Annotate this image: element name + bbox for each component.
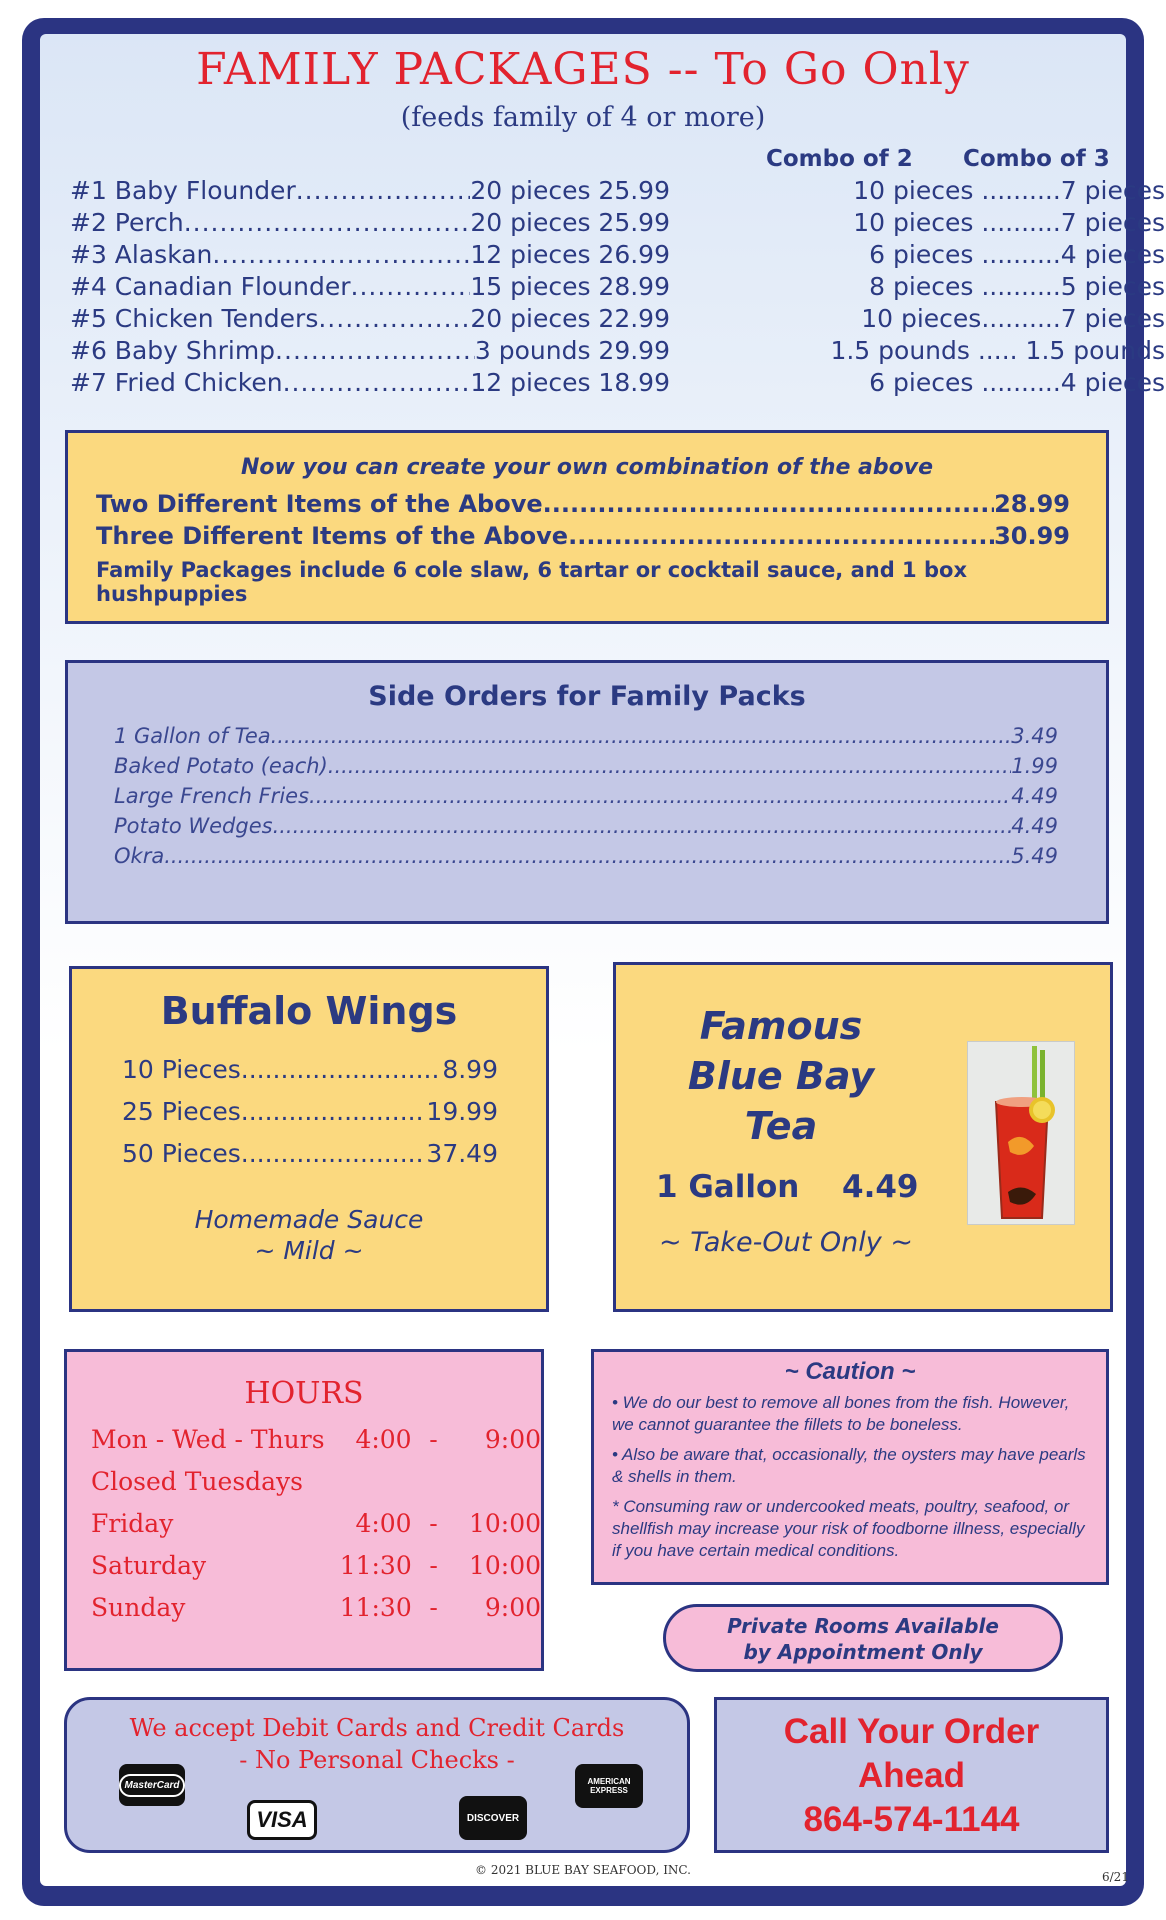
tea-title-line1: Famous — [699, 1004, 863, 1048]
wings-item — [122, 1097, 498, 1139]
visa-label: VISA — [256, 1807, 308, 1832]
combination-includes: Family Packages include 6 cole slaw, 6 tartar or cocktail sauce, and 1 box hushpuppies — [96, 558, 967, 606]
side-order-price: 4.49 — [1011, 784, 1058, 808]
print-date: 6/21 — [1102, 1870, 1129, 1884]
hours-close: 9:00 — [484, 1593, 541, 1622]
caution-oysters: • Also be aware that, occasionally, the oysters may have pearls & shells in them. — [612, 1445, 1086, 1486]
wings-item-price: 8.99 — [442, 1055, 498, 1084]
hours-list — [91, 1425, 541, 1635]
hours-close: 10:00 — [468, 1509, 542, 1538]
hours-title: HOURS — [244, 1376, 364, 1411]
hours-sep: - — [429, 1509, 438, 1538]
wings-item — [122, 1055, 498, 1097]
package-price: 15 pieces 28.99 — [470, 272, 670, 301]
package-combos: 6 pieces ..........4 pieces — [869, 368, 1165, 397]
wings-sauce-line1: Homemade Sauce — [194, 1205, 424, 1234]
package-price: 12 pieces 18.99 — [470, 368, 670, 397]
package-name: #1 Baby Flounder — [70, 176, 296, 205]
wings-item-price: 19.99 — [426, 1097, 498, 1126]
american-express-logo — [575, 1764, 643, 1808]
private-rooms-badge — [663, 1604, 1063, 1672]
package-combos: 10 pieces ..........7 pieces — [853, 176, 1165, 205]
side-orders-box — [65, 660, 1109, 924]
wings-item-name: 10 Pieces — [122, 1055, 241, 1084]
amex-label: AMERICAN EXPRESS — [587, 1777, 631, 1795]
side-order-item — [114, 754, 1058, 784]
package-name: #4 Canadian Flounder — [70, 272, 351, 301]
side-order-item — [114, 784, 1058, 814]
side-order-name: Okra — [114, 844, 165, 868]
combination-box — [65, 430, 1109, 624]
payment-box — [64, 1697, 690, 1853]
package-combos: 10 pieces ..........7 pieces — [853, 208, 1165, 237]
buffalo-wings-title: Buffalo Wings — [160, 989, 458, 1033]
hours-day: Closed Tuesdays — [91, 1467, 304, 1496]
mastercard-label: MasterCard — [119, 1774, 184, 1797]
side-orders-list — [114, 724, 1058, 874]
combination-three-label: Three Different Items of the Above — [96, 522, 569, 550]
package-row-4 — [70, 272, 1165, 304]
private-rooms-line1: Private Rooms Available — [727, 1614, 999, 1638]
side-order-name: 1 Gallon of Tea — [114, 724, 271, 748]
wings-item-price: 37.49 — [426, 1139, 498, 1168]
hours-sep: - — [429, 1425, 438, 1454]
hours-row — [91, 1551, 541, 1593]
side-orders-title: Side Orders for Family Packs — [368, 681, 806, 712]
discover-label: DISCOVER — [466, 1812, 520, 1824]
combination-three-price: 30.99 — [994, 522, 1070, 550]
side-order-price: 3.49 — [1011, 724, 1058, 748]
caution-bones: • We do our best to remove all bones from the fish. However, we cannot guarantee the fillets to be boneless. — [612, 1393, 1070, 1434]
payment-no-checks-text: - No Personal Checks - — [239, 1746, 515, 1774]
tea-title-line2: Blue Bay — [687, 1054, 875, 1098]
hours-sep: - — [429, 1593, 438, 1622]
package-row-7 — [70, 368, 1165, 400]
package-row-1 — [70, 176, 1165, 208]
tea-size: 1 Gallon — [656, 1169, 800, 1205]
package-name: #6 Baby Shrimp — [70, 336, 276, 365]
hours-open: 4:00 — [355, 1509, 412, 1538]
blue-bay-tea-box — [613, 962, 1113, 1312]
caution-title: ~ Caution ~ — [784, 1358, 916, 1385]
buffalo-wings-box — [69, 966, 549, 1312]
hours-close: 9:00 — [484, 1425, 542, 1454]
hours-row — [91, 1425, 541, 1467]
package-price: 12 pieces 26.99 — [470, 240, 670, 269]
package-combos: 8 pieces ..........5 pieces — [869, 272, 1165, 301]
side-order-price: 5.49 — [1011, 844, 1058, 868]
visa-logo — [247, 1800, 317, 1840]
iced-tea-glass-image — [967, 1041, 1075, 1225]
side-order-item — [114, 724, 1058, 754]
package-row-2 — [70, 208, 1165, 240]
hours-row — [91, 1509, 541, 1551]
side-order-item — [114, 814, 1058, 844]
side-order-price: 4.49 — [1011, 814, 1058, 838]
buffalo-wings-list — [122, 1055, 498, 1181]
combo-of-3-header: Combo of 3 — [963, 146, 1110, 172]
caution-raw-food: * Consuming raw or undercooked meats, poultry, seafood, or shellfish may increase your risk of foodborne illness, especially if you have certain medical conditions. — [612, 1497, 1085, 1560]
combination-lead: Now you can create your own combination of the above — [240, 455, 934, 480]
package-price: 20 pieces 22.99 — [470, 304, 670, 333]
wings-item-name: 25 Pieces — [122, 1097, 241, 1126]
private-rooms-line2: by Appointment Only — [743, 1640, 983, 1664]
package-list — [70, 176, 1165, 400]
hours-close: 10:00 — [468, 1551, 541, 1580]
side-order-name: Potato Wedges — [114, 814, 273, 838]
combination-two-row — [96, 490, 1070, 518]
hours-day: Mon - Wed - Thurs — [91, 1425, 325, 1454]
package-price: 20 pieces 25.99 — [470, 208, 670, 237]
wings-item-name: 50 Pieces — [122, 1139, 241, 1168]
hours-open: 4:00 — [355, 1425, 412, 1454]
tea-price: 4.49 — [842, 1169, 919, 1205]
combination-two-label: Two Different Items of the Above — [96, 490, 543, 518]
call-ahead-line2: Ahead — [858, 1756, 965, 1795]
package-name: #2 Perch — [70, 208, 184, 237]
package-price: 3 pounds 29.99 — [474, 336, 670, 365]
combo-of-2-header: Combo of 2 — [766, 146, 913, 172]
side-order-item — [114, 844, 1058, 874]
payment-accepted-text: We accept Debit Cards and Credit Cards — [129, 1714, 625, 1742]
tea-takeout-note: ~ Take-Out Only ~ — [659, 1227, 913, 1258]
package-row-3 — [70, 240, 1165, 272]
hours-open: 11:30 — [339, 1551, 412, 1580]
package-combos: 1.5 pounds ..... 1.5 pounds — [830, 336, 1165, 365]
package-name: #5 Chicken Tenders — [70, 304, 319, 333]
tea-title-line3: Tea — [744, 1104, 818, 1148]
caution-box — [591, 1349, 1109, 1585]
package-combos: 6 pieces ..........4 pieces — [869, 240, 1165, 269]
hours-row — [91, 1467, 541, 1509]
package-name: #3 Alaskan — [70, 240, 213, 269]
hours-box — [64, 1349, 544, 1671]
iced-tea-glass-icon — [968, 1042, 1076, 1226]
hours-open: 11:30 — [339, 1593, 412, 1622]
hours-day: Saturday — [91, 1551, 207, 1580]
wings-item — [122, 1139, 498, 1181]
side-order-name: Large French Fries — [114, 784, 310, 808]
combination-two-price: 28.99 — [994, 490, 1070, 518]
package-row-5 — [70, 304, 1165, 336]
hours-sep: - — [429, 1551, 438, 1580]
discover-logo — [459, 1796, 527, 1840]
combination-three-row — [96, 522, 1070, 550]
side-order-name: Baked Potato (each) — [114, 754, 328, 778]
hours-day: Friday — [91, 1509, 174, 1538]
page-title: FAMILY PACKAGES -- To Go Only — [196, 44, 970, 95]
hours-row — [91, 1593, 541, 1635]
copyright: © 2021 BLUE BAY SEAFOOD, INC. — [475, 1863, 691, 1877]
package-row-6 — [70, 336, 1165, 368]
package-price: 20 pieces 25.99 — [470, 176, 670, 205]
call-ahead-line1: Call Your Order — [783, 1712, 1040, 1751]
call-ahead-box — [714, 1697, 1109, 1853]
wings-sauce-line2: ~ Mild ~ — [254, 1236, 364, 1265]
hours-day: Sunday — [91, 1593, 186, 1622]
mastercard-logo — [119, 1764, 185, 1806]
phone-number: 864-574-1144 — [803, 1800, 1020, 1839]
page-subtitle: (feeds family of 4 or more) — [400, 102, 766, 133]
side-order-price: 1.99 — [1011, 754, 1058, 778]
package-combos: 10 pieces..........7 pieces — [861, 304, 1165, 333]
package-name: #7 Fried Chicken — [70, 368, 283, 397]
